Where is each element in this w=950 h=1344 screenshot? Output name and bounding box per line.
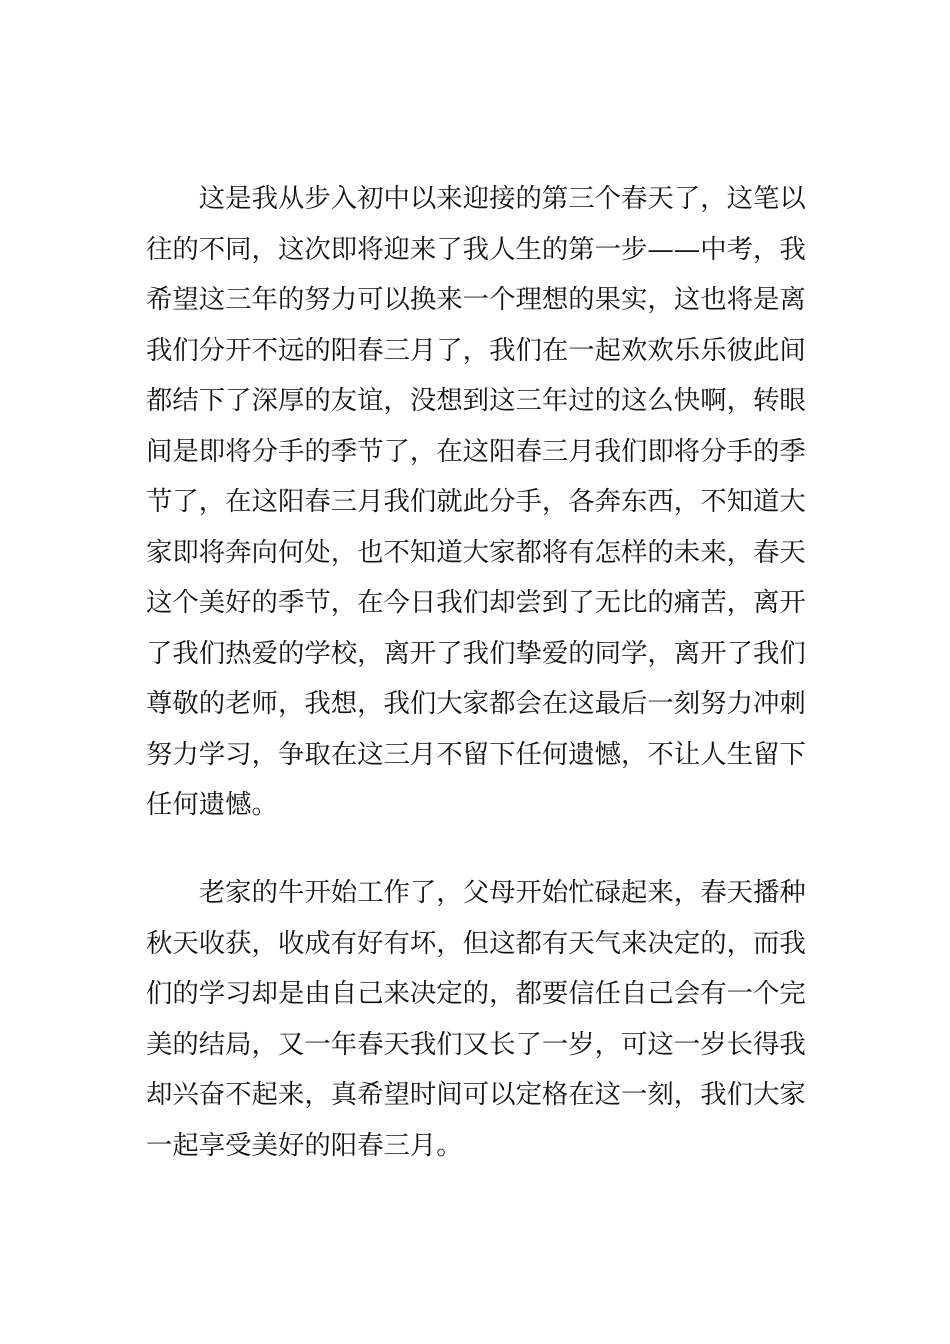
- paragraph-line: 秋天收获，收成有好有坏，但这都有天气来决定的，而我: [146, 927, 806, 959]
- paragraph-line: 努力学习，争取在这三月不留下任何遗憾，不让人生留下: [146, 738, 806, 770]
- paragraph-line: 间是即将分手的季节了，在这阳春三月我们即将分手的季: [146, 435, 806, 467]
- paragraph-line: 节了，在这阳春三月我们就此分手，各奔东西，不知道大: [146, 486, 806, 517]
- paragraph-line: 了我们热爱的学校，离开了我们挚爱的同学，离开了我们: [146, 637, 806, 669]
- paragraph-line: 希望这三年的努力可以换来一个理想的果实，这也将是离: [146, 284, 806, 315]
- paragraph-line: 这是我从步入初中以来迎接的第三个春天了，这笔以: [198, 183, 806, 214]
- paragraph-line: 往的不同，这次即将迎来了我人生的第一步——中考，我: [146, 233, 806, 265]
- paragraph-line: 们的学习却是由自己来决定的，都要信任自己会有一个完: [146, 978, 806, 1009]
- paragraph-line: 我们分开不远的阳春三月了，我们在一起欢欢乐乐彼此间: [146, 334, 806, 366]
- paragraph-line: 家即将奔向何处，也不知道大家都将有怎样的未来，春天: [146, 536, 806, 568]
- paragraph-2: [146, 868, 806, 1171]
- paragraph-line: 却兴奋不起来，真希望时间可以定格在这一刻，我们大家: [146, 1079, 806, 1110]
- paragraph-line: 都结下了深厚的友谊，没想到这三年过的这么快啊，转眼: [146, 385, 806, 416]
- paragraph-1: [146, 174, 806, 831]
- paragraph-line: 一起享受美好的阳春三月。: [146, 1129, 463, 1161]
- paragraph-line: 这个美好的季节，在今日我们却尝到了无比的痛苦，离开: [146, 587, 806, 618]
- paragraph-line: 任何遗憾。: [146, 789, 278, 820]
- paragraph-line: 美的结局，又一年春天我们又长了一岁，可这一岁长得我: [146, 1028, 806, 1060]
- paragraph-line: 尊敬的老师，我想，我们大家都会在这最后一刻努力冲刺: [146, 688, 806, 719]
- paragraph-line: 老家的牛开始工作了，父母开始忙碌起来，春天播种: [198, 877, 806, 908]
